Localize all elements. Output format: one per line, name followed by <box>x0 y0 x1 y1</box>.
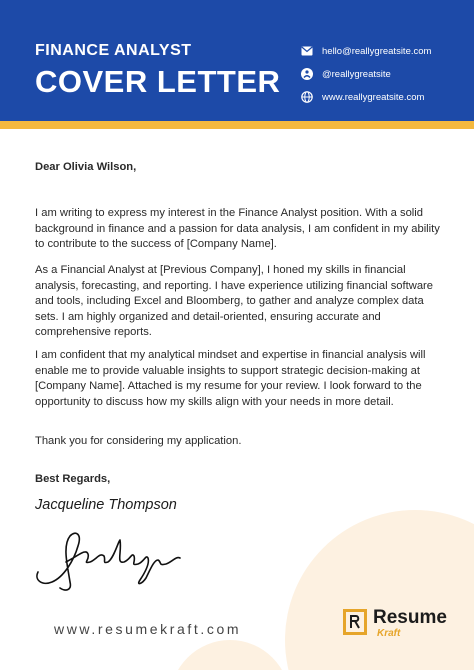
job-title: FINANCE ANALYST <box>35 42 192 59</box>
accent-bar <box>0 121 474 129</box>
logo-text-sub: Kraft <box>377 628 401 639</box>
letter-paragraph: Thank you for considering my application. <box>35 435 242 447</box>
signer-name: Jacqueline Thompson <box>35 497 177 513</box>
contact-social-text: @reallygreatsite <box>322 68 391 80</box>
letter-paragraph: As a Financial Analyst at [Previous Company], I honed my skills in financial analysis, forecasting, and reporting. I have experience utilizing financial software and tools, including Excel and Bloomberg, to gather and analyze complex data sets. I am highly organized and detail-oriented, ensuring accurate and comprehensive reports. <box>35 264 433 339</box>
handwritten-signature <box>30 522 200 592</box>
footer-website[interactable]: www.resumekraft.com <box>54 621 242 637</box>
contact-email[interactable] <box>301 43 431 59</box>
logo-mark-icon <box>343 609 367 635</box>
logo-text-main: Resume <box>373 607 447 628</box>
globe-icon <box>301 91 313 103</box>
at-icon <box>301 68 313 80</box>
contact-email-text: hello@reallygreatsite.com <box>322 45 432 57</box>
letter-paragraph: I am writing to express my interest in the Finance Analyst position. With a solid background in finance and a passion for data analysis, I am confident in my ability to contribute to the success of [Company Name]. <box>35 207 440 251</box>
document-title: COVER LETTER <box>35 64 281 99</box>
letter-greeting: Dear Olivia Wilson, <box>35 161 137 173</box>
contact-social[interactable] <box>301 66 391 82</box>
contact-website-text: www.reallygreatsite.com <box>322 91 425 103</box>
letter-closing: Best Regards, <box>35 473 111 485</box>
mail-icon <box>301 45 313 57</box>
letter-paragraph: I am confident that my analytical mindset and expertise in financial analysis will enable me to provide valuable insights to support strategic decision-making at [Company Name]. Attached is my resume for your review. I look forward to the opportunity to discuss how my skills align with your needs in more detail. <box>35 349 426 408</box>
contact-website[interactable] <box>301 89 424 105</box>
